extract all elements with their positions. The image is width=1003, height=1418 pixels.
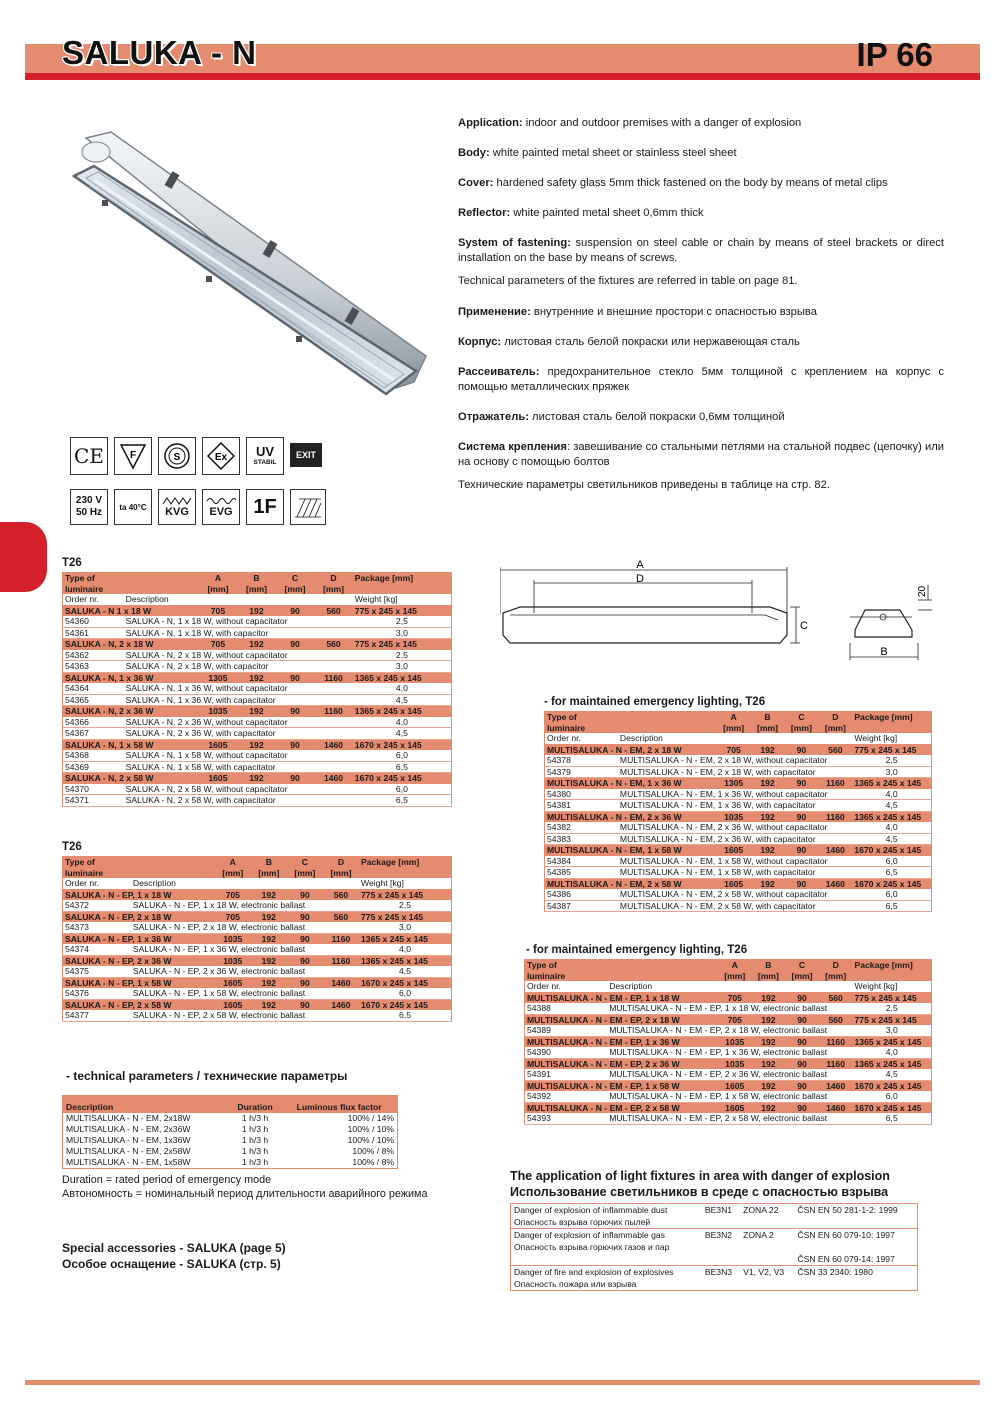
product-group-row: MULTISALUKA - N - EM, 2 x 58 W 1605 192 90 1460 1670 x 245 x 145: [545, 878, 932, 889]
col-type: Type of: [545, 712, 618, 723]
application-row: Danger of fire and explosion of explosives BE3N3 V1, V2, V3 ČSN 33 2340: 1980: [514, 1267, 873, 1277]
luminaire-image: [66, 126, 436, 416]
product-item-row: 54389 MULTISALUKA - N - EM - EP, 2 x 18 W, electronic ballast 3,0: [525, 1025, 932, 1036]
product-item-row: 54364 SALUKA - N, 1 x 36 W, without capacitator 4,0: [63, 683, 452, 694]
product-item-row: 54387 MULTISALUKA - N - EM, 2 x 58 W, with capacitator 6,5: [545, 900, 932, 912]
application-title: [510, 1168, 890, 1200]
tech-row: MULTISALUKA - N - EM, 2x36W 1 h/3 h 100% / 10%: [66, 1124, 394, 1134]
col-d: D: [818, 712, 852, 723]
dim-c-label: C: [800, 620, 808, 632]
spec-reflector: Reflector: white painted metal sheet 0,6mm thick: [458, 207, 704, 219]
table-header-row: [525, 960, 932, 971]
product-item-row: 54391 MULTISALUKA - N - EM - EP, 2 x 36 W, electronic ballast 4,5: [525, 1069, 932, 1080]
product-group-row: SALUKA - N - EP, 2 x 18 W 705 192 90 560 775 x 245 x 145: [63, 911, 452, 922]
table-subheader-row: Order nr. Description Weight [kg]: [63, 594, 452, 605]
class-1f-icon: 1F: [246, 489, 284, 525]
application-row-extra: ČSN EN 60 079-14: 1997: [511, 1253, 918, 1266]
product-group-row: MULTISALUKA - N - EM - EP, 2 x 58 W 1605 192 90 1460 1670 x 245 x 145: [525, 1102, 932, 1113]
svg-text:F: F: [129, 450, 137, 461]
tech-header-row: Description Duration Luminous flux factor: [63, 1096, 398, 1114]
tech-row: MULTISALUKA - N - EM, 1x58W 1 h/3 h 100% / 8%: [66, 1157, 394, 1167]
product-item-row: 54360 SALUKA - N, 1 x 18 W, without capacitator 2,5: [63, 616, 452, 627]
col-d: D: [314, 573, 353, 584]
kvg-icon: KVG: [158, 489, 196, 525]
col-package: Package [mm]: [853, 960, 932, 971]
f-mark-icon: [114, 437, 152, 475]
product-item-row: 54392 MULTISALUKA - N - EM - EP, 1 x 58 W, electronic ballast 6,0: [525, 1091, 932, 1102]
ce-mark-icon: CE: [70, 437, 108, 475]
tech-params-title: - technical parameters / технические параметры: [66, 1069, 348, 1083]
product-item-row: 54388 MULTISALUKA - N - EM - EP, 1 x 18 W, electronic ballast 2,5: [525, 1003, 932, 1014]
voltage-icon: 230 V 50 Hz: [70, 489, 108, 525]
application-row-ru: Опасность взрыва горючих пылей: [511, 1216, 918, 1229]
table-header-row: luminaire [mm] [mm] [mm] [mm]: [63, 584, 452, 595]
temperature-icon: ta 40°C: [114, 489, 152, 525]
product-item-row: 54381 MULTISALUKA - N - EM, 1 x 36 W, with capacitator 4,5: [545, 800, 932, 812]
exit-icon: EXIT: [290, 443, 322, 467]
product-item-row: 54386 MULTISALUKA - N - EM, 2 x 58 W, without capacitator 6,0: [545, 889, 932, 900]
product-group-row: MULTISALUKA - N - EM, 1 x 58 W 1605 192 90 1460 1670 x 245 x 145: [545, 845, 932, 856]
svg-text:Ex: Ex: [214, 452, 228, 463]
table-header-row: [63, 857, 452, 868]
footer-rule: [25, 1380, 980, 1385]
table-header-row: luminaire [mm] [mm] [mm] [mm]: [525, 971, 932, 982]
product-group-row: SALUKA - N, 1 x 36 W 1305 192 90 1160 1365 x 245 x 145: [63, 672, 452, 683]
product-group-row: SALUKA - N, 2 x 36 W 1035 192 90 1160 1365 x 245 x 145: [63, 706, 452, 717]
surface-mount-icon: [290, 489, 326, 525]
dim-d-label: D: [636, 573, 644, 585]
product-group-row: SALUKA - N - EP, 1 x 36 W 1035 192 90 1160 1365 x 245 x 145: [63, 933, 452, 944]
product-item-row: 54383 MULTISALUKA - N - EM, 2 x 36 W, with capacitator 4,5: [545, 833, 932, 845]
product-item-row: 54369 SALUKA - N, 1 x 58 W, with capacitator 6,5: [63, 761, 452, 773]
product-table-standard: [62, 572, 452, 807]
product-item-row: 54380 MULTISALUKA - N - EM, 1 x 36 W, without capacitator 4,0: [545, 789, 932, 800]
product-group-row: MULTISALUKA - N - EM, 1 x 36 W 1305 192 90 1160 1365 x 245 x 145: [545, 778, 932, 789]
application-title-en: The application of light fixtures in area with danger of explosion: [510, 1169, 890, 1183]
spec-list: [458, 116, 944, 508]
product-table-emergency-electronic: [524, 959, 932, 1125]
spec-application: Application: indoor and outdoor premises with a danger of explosion: [458, 117, 802, 129]
product-item-row: 54384 MULTISALUKA - N - EM, 1 x 58 W, without capacitator 6,0: [545, 856, 932, 867]
product-group-row: MULTISALUKA - N - EM - EP, 1 x 18 W 705 192 90 560 775 x 245 x 145: [525, 992, 932, 1003]
product-table-emergency: [544, 711, 932, 912]
table-header-row: luminaire [mm] [mm] [mm] [mm]: [63, 868, 452, 879]
col-type: Type of: [63, 573, 124, 584]
spec-body-ru: Корпус: листовая сталь белой покраски или нержавеющая сталь: [458, 336, 800, 348]
col-b: B: [751, 712, 785, 723]
spec-fastening-ru: Система крепления: завешивание со стальными петлями на стальной подвес (цепочку) или на основу с помощью болтов: [458, 441, 944, 468]
application-row: Danger of explosion of inflammable dust BE3N1 ZONA 22 ČSN EN 50 281-1-2: 1999: [514, 1205, 898, 1215]
col-type: Type of: [63, 857, 131, 868]
svg-text:S: S: [173, 452, 181, 463]
product-item-row: 54374 SALUKA - N - EP, 1 x 36 W, electronic ballast 4,0: [63, 944, 452, 955]
col-b: B: [752, 960, 786, 971]
ex-mark-icon: [202, 437, 240, 475]
spec-cover: Cover: hardened safety glass 5mm thick fastened on the body by means of metal clips: [458, 177, 888, 189]
product-item-row: 54370 SALUKA - N, 2 x 58 W, without capacitator 6,0: [63, 784, 452, 795]
spec-tech-ref: Technical parameters of the fixtures are referred in table on page 81.: [458, 275, 798, 287]
table3-label: - for maintained emergency lighting, T26: [544, 696, 766, 708]
product-item-row: 54376 SALUKA - N - EP, 1 x 58 W, electronic ballast 6,0: [63, 988, 452, 999]
dimension-drawing: [500, 555, 940, 675]
product-group-row: SALUKA - N - EP, 2 x 36 W 1035 192 90 1160 1365 x 245 x 145: [63, 955, 452, 966]
safety-mark-icon: [158, 437, 196, 475]
dim-a-label: A: [636, 559, 644, 571]
product-table-electronic: [62, 856, 452, 1022]
col-c: C: [784, 712, 818, 723]
dim-20-label: 20: [917, 585, 928, 597]
tech-row: MULTISALUKA - N - EM, 2x58W 1 h/3 h 100% / 8%: [66, 1146, 394, 1156]
spec-cover-ru: Рассеиватель: предохранительное стекло 5мм толщиной с креплением на корпус с помощью металлических пряжек: [458, 366, 944, 393]
col-a: A: [199, 573, 238, 584]
table2-label: T26: [62, 841, 82, 853]
product-group-row: SALUKA - N, 2 x 18 W 705 192 90 560 775 x 245 x 145: [63, 639, 452, 650]
col-c: C: [785, 960, 819, 971]
spec-reflector-ru: Отражатель: листовая сталь белой покраски 0,6мм толщиной: [458, 411, 785, 423]
duration-note-en: Duration = rated period of emergency mode: [62, 1174, 272, 1186]
table-header-row: [63, 573, 452, 584]
spec-tech-ref-ru: Технические параметры светильников приведены в таблице на стр. 82.: [458, 479, 830, 491]
product-item-row: 54378 MULTISALUKA - N - EM, 2 x 18 W, without capacitator 2,5: [545, 755, 932, 766]
product-group-row: SALUKA - N - EP, 1 x 18 W 705 192 90 560 775 x 245 x 145: [63, 889, 452, 900]
product-item-row: 54373 SALUKA - N - EP, 2 x 18 W, electronic ballast 3,0: [63, 922, 452, 933]
spec-application-ru: Применение: внутренние и внешние простори с опасностью взрыва: [458, 306, 817, 318]
col-c: C: [276, 573, 315, 584]
col-package: Package [mm]: [852, 712, 931, 723]
table-header-row: [545, 712, 932, 723]
col-b: B: [251, 857, 287, 868]
tech-row: MULTISALUKA - N - EM, 2x18W 1 h/3 h 100% / 14%: [66, 1113, 394, 1123]
col-c: C: [287, 857, 323, 868]
col-a: A: [215, 857, 251, 868]
header-rule: [25, 73, 980, 80]
product-item-row: 54393 MULTISALUKA - N - EM - EP, 2 x 58 W, electronic ballast 6,5: [525, 1113, 932, 1124]
page-title: SALUKA - N: [62, 34, 257, 71]
product-item-row: 54366 SALUKA - N, 2 x 36 W, without capacitator 4,0: [63, 717, 452, 728]
application-table: [510, 1203, 918, 1291]
product-group-row: SALUKA - N - EP, 1 x 58 W 1605 192 90 1460 1670 x 245 x 145: [63, 977, 452, 988]
application-row-ru: Опасность пожара или взрыва: [514, 1279, 637, 1289]
accessories-ru: Особое оснащение - SALUKA (стр. 5): [62, 1257, 281, 1271]
product-group-row: MULTISALUKA - N - EM - EP, 2 x 18 W 705 192 90 560 775 x 245 x 145: [525, 1014, 932, 1025]
product-item-row: 54379 MULTISALUKA - N - EM, 2 x 18 W, with capacitator 3,0: [545, 766, 932, 778]
product-item-row: 54365 SALUKA - N, 1 x 36 W, with capacitator 4,5: [63, 694, 452, 706]
col-package: Package [mm]: [359, 857, 451, 868]
product-item-row: 54385 MULTISALUKA - N - EM, 1 x 58 W, with capacitator 6,5: [545, 867, 932, 879]
product-item-row: 54362 SALUKA - N, 2 x 18 W, without capacitator 2,5: [63, 650, 452, 661]
evg-icon: EVG: [202, 489, 240, 525]
product-group-row: SALUKA - N, 2 x 58 W 1605 192 90 1460 1670 x 245 x 145: [63, 773, 452, 784]
col-d: D: [323, 857, 359, 868]
col-b: B: [237, 573, 276, 584]
spec-fastening: System of fastening: suspension on steel cable or chain by means of steel brackets or direct installation on the base by means of screws.: [458, 237, 944, 264]
product-item-row: 54363 SALUKA - N, 2 x 18 W, with capacitor 3,0: [63, 661, 452, 673]
col-package: Package [mm]: [353, 573, 452, 584]
product-group-row: MULTISALUKA - N - EM - EP, 1 x 58 W 1605 192 90 1460 1670 x 245 x 145: [525, 1080, 932, 1091]
product-item-row: 54371 SALUKA - N, 2 x 58 W, with capacitator 6,5: [63, 795, 452, 807]
ip-rating: IP 66: [856, 36, 933, 73]
tech-params-table: [62, 1095, 398, 1169]
table-subheader-row: Order nr. Description Weight [kg]: [63, 878, 452, 889]
col-a: A: [718, 960, 752, 971]
accessories-en: Special accessories - SALUKA (page 5): [62, 1241, 286, 1255]
product-group-row: MULTISALUKA - N - EM, 2 x 18 W 705 192 90 560 775 x 245 x 145: [545, 744, 932, 755]
product-item-row: 54375 SALUKA - N - EP, 2 x 36 W, electronic ballast 4,5: [63, 966, 452, 977]
table-header-row: luminaire [mm] [mm] [mm] [mm]: [545, 723, 932, 734]
side-tab: [0, 522, 47, 592]
duration-note-ru: Автономность = номинальный период длительности аварийного режима: [62, 1188, 428, 1200]
product-item-row: 54390 MULTISALUKA - N - EM - EP, 1 x 36 W, electronic ballast 4,0: [525, 1047, 932, 1058]
product-group-row: SALUKA - N, 1 x 58 W 1605 192 90 1460 1670 x 245 x 145: [63, 739, 452, 750]
col-type: Type of: [525, 960, 608, 971]
table-subheader-row: Order nr. Description Weight [kg]: [545, 733, 932, 744]
accessories-note: [62, 1240, 286, 1272]
col-d: D: [819, 960, 853, 971]
col-a: A: [717, 712, 751, 723]
product-group-row: MULTISALUKA - N - EM, 2 x 36 W 1035 192 90 1160 1365 x 245 x 145: [545, 811, 932, 822]
product-item-row: 54377 SALUKA - N - EP, 2 x 58 W, electronic ballast 6,5: [63, 1010, 452, 1021]
application-title-ru: Использование светильников в среде с опасностью взрыва: [510, 1185, 889, 1199]
spec-body: Body: white painted metal sheet or stainless steel sheet: [458, 147, 737, 159]
dim-b-label: B: [880, 646, 888, 658]
product-group-row: MULTISALUKA - N - EM - EP, 1 x 36 W 1035 192 90 1160 1365 x 245 x 145: [525, 1036, 932, 1047]
product-group-row: MULTISALUKA - N - EM - EP, 2 x 36 W 1035 192 90 1160 1365 x 245 x 145: [525, 1058, 932, 1069]
table1-label: T26: [62, 557, 82, 569]
product-item-row: 54368 SALUKA - N, 1 x 58 W, without capacitator 6,0: [63, 750, 452, 761]
product-group-row: SALUKA - N 1 x 18 W 705 192 90 560 775 x 245 x 145: [63, 605, 452, 616]
product-item-row: 54372 SALUKA - N - EP, 1 x 18 W, electronic ballast 2,5: [63, 900, 452, 911]
product-item-row: 54382 MULTISALUKA - N - EM, 2 x 36 W, without capacitator 4,0: [545, 822, 932, 833]
product-item-row: 54361 SALUKA - N, 1 x 18 W, with capacitor 3,0: [63, 627, 452, 639]
uv-stabil-icon: UV STABIL: [246, 437, 284, 475]
application-row-ru: Опасность взрыва горючих газов и пар: [514, 1242, 670, 1252]
product-group-row: SALUKA - N - EP, 2 x 58 W 1605 192 90 1460 1670 x 245 x 145: [63, 999, 452, 1010]
application-row: Danger of explosion of inflammable gas BE3N2 ZONA 2 ČSN EN 60 079-10: 1997: [514, 1230, 895, 1240]
table4-label: - for maintained emergency lighting, T26: [526, 944, 748, 956]
product-item-row: 54367 SALUKA - N, 2 x 36 W, with capacitator 4,5: [63, 728, 452, 740]
tech-row: MULTISALUKA - N - EM, 1x36W 1 h/3 h 100% / 10%: [66, 1135, 394, 1145]
table-subheader-row: Order nr. Description Weight [kg]: [525, 981, 932, 992]
